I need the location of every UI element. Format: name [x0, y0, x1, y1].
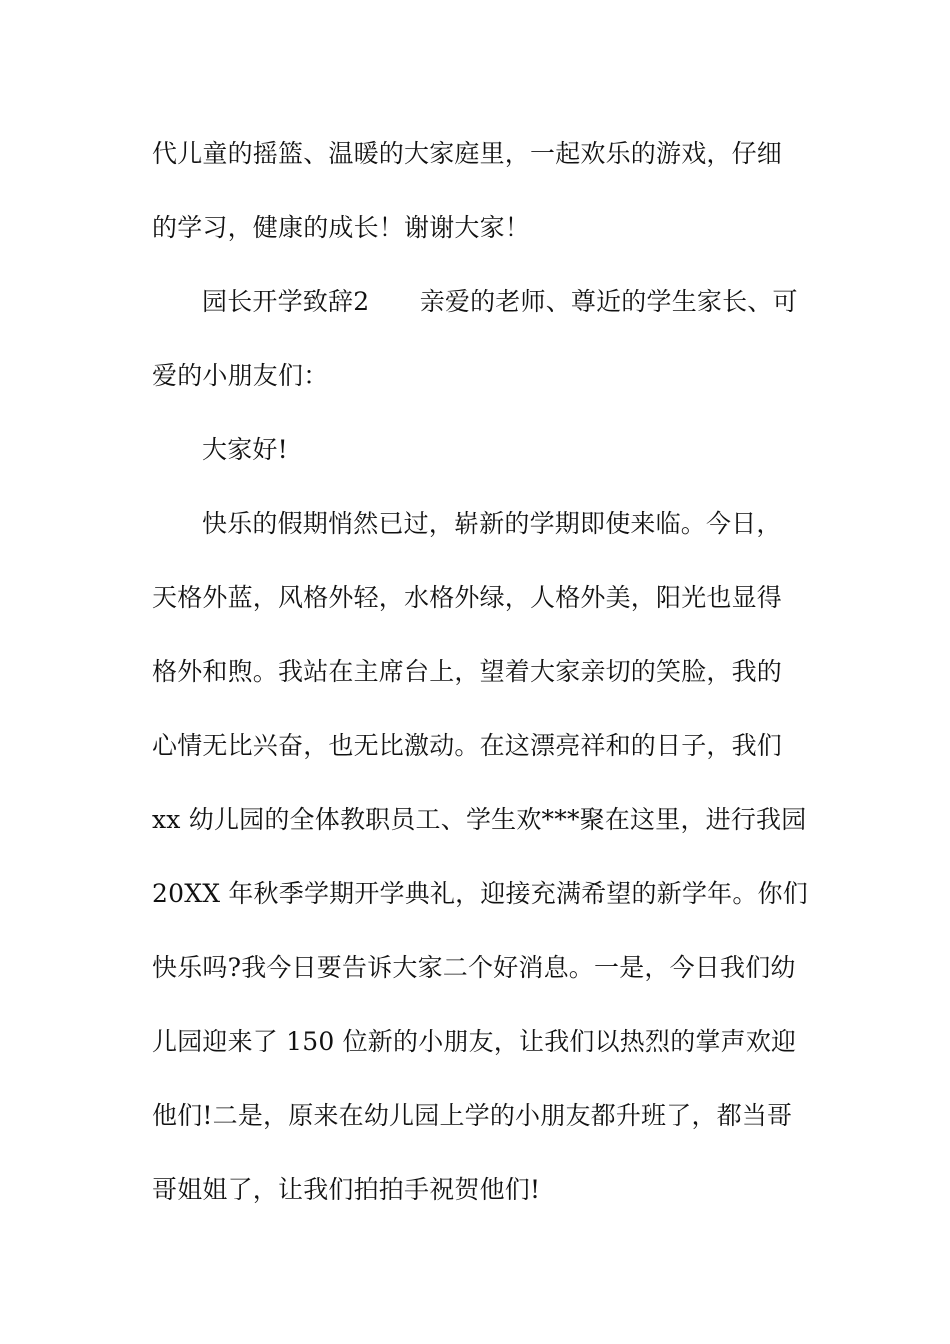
text-line: 快乐吗?我今日要告诉大家二个好消息。一是，今日我们幼 — [152, 953, 796, 982]
text-line: 儿园迎来了 150 位新的小朋友，让我们以热烈的掌声欢迎 — [152, 1027, 797, 1056]
text-line: 天格外蓝，风格外轻，水格外绿，人格外美，阳光也显得 — [152, 583, 783, 612]
greeting-line: 大家好! — [202, 435, 288, 464]
text-line: 代儿童的摇篮、温暖的大家庭里，一起欢乐的游戏，仔细 — [152, 139, 783, 168]
text-line: xx 幼儿园的全体教职员工、学生欢***聚在这里，进行我园 — [152, 805, 807, 834]
text-line: 20XX 年秋季学期开学典礼，迎接充满希望的新学年。你们 — [152, 879, 808, 908]
text-line: 心情无比兴奋，也无比激动。在这漂亮祥和的日子，我们 — [152, 731, 783, 760]
text-line: 哥姐姐了，让我们拍拍手祝贺他们! — [152, 1175, 541, 1204]
text-line: 的学习，健康的成长！谢谢大家！ — [152, 213, 531, 242]
text-line: 格外和煦。我站在主席台上，望着大家亲切的笑脸，我的 — [152, 657, 783, 686]
paragraph-start-line: 快乐的假期悄然已过，崭新的学期即使来临。今日， — [202, 509, 782, 538]
text-line: 爱的小朋友们： — [152, 361, 329, 390]
section-heading-line: 园长开学致辞2 亲爱的老师、尊近的学生家长、可 — [202, 287, 798, 316]
text-line: 他们!二是，原来在幼儿园上学的小朋友都升班了，都当哥 — [152, 1101, 793, 1130]
